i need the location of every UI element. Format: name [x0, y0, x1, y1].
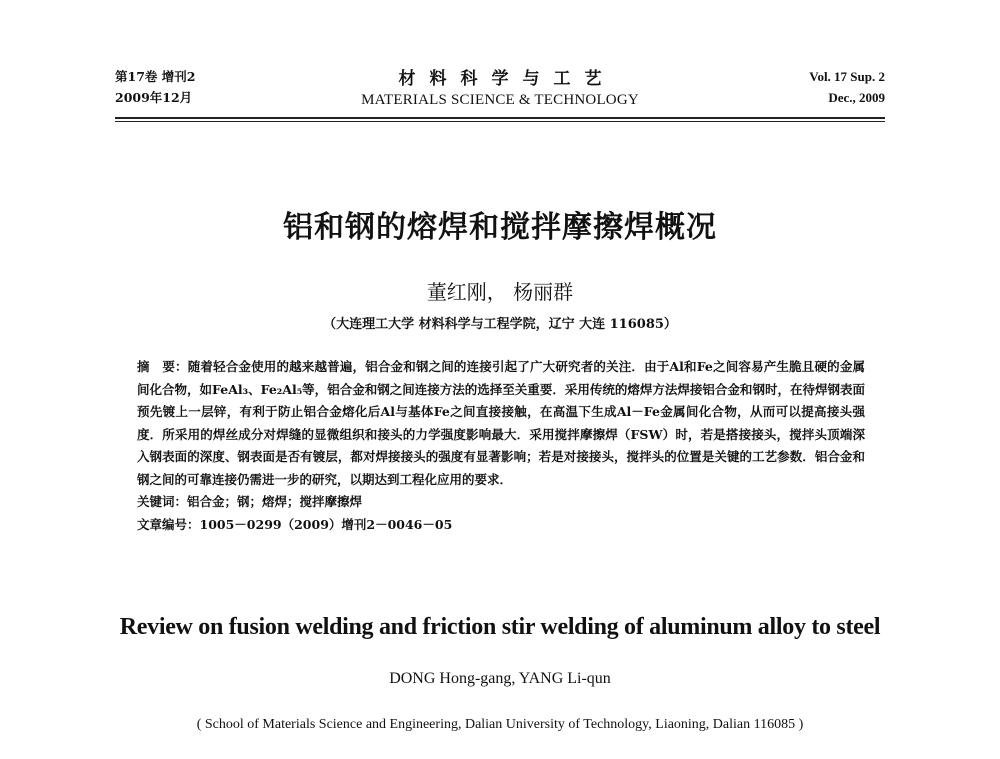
- header-volume-en: Vol. 17 Sup. 2: [809, 69, 885, 84]
- keywords-label: 关键词：: [137, 494, 188, 509]
- header-date-cn: 2009年12月: [115, 90, 193, 105]
- abstract-block: [137, 356, 865, 536]
- header-rule-thick: [115, 117, 885, 119]
- affiliation-en: ( School of Materials Science and Engineering, Dalian University of Technology, Liaoning, Dalian 116085 ): [196, 717, 804, 732]
- keywords-text: 铝合金；钢；熔焊；搅拌摩擦焊: [187, 494, 363, 509]
- paper-title-cn: 铝和钢的熔焊和搅拌摩擦焊概况: [283, 210, 717, 245]
- article-number-line: [137, 514, 865, 537]
- header-volume-cn: 第17卷 增刊2: [115, 69, 196, 84]
- paper-title-en: Review on fusion welding and friction stir welding of aluminum alloy to steel: [119, 614, 881, 640]
- abstract-paragraph: [137, 356, 865, 491]
- header-rule-thin: [115, 121, 885, 122]
- keywords-line: [137, 491, 865, 514]
- article-number-label: 文章编号：: [137, 516, 200, 532]
- header-date-en: Dec., 2009: [828, 90, 885, 105]
- abstract-label: 摘 要：: [137, 359, 188, 374]
- journal-name-en: MATERIALS SCIENCE & TECHNOLOGY: [361, 92, 639, 108]
- authors-cn: 董红刚， 杨丽群: [426, 280, 574, 304]
- header-volume-info-en: [809, 66, 885, 108]
- article-number-text: 1005－0299（2009）增刊2－0046－05: [199, 516, 453, 532]
- authors-en: DONG Hong-gang, YANG Li-qun: [389, 670, 611, 687]
- abstract-text: 随着轻合金使用的越来越普遍，铝合金和钢之间的连接引起了广大研究者的关注．由于Al和Fe之间容易产生脆且硬的金属间化合物，如FeAl₃、Fe₂Al₅等，铝合金和钢之间连接方法的选择至关重要．采用传统的熔焊方法焊接铝合金和钢时，在待焊钢表面预先镀上一层锌，有利于防止铝合金熔化后Al与基体Fe之间直接接触，在高温下生成Al－Fe金属间化合物，从而可以提高接头强度．所采用的焊丝成分对焊缝的显微组织和接头的力学强度影响最大．采用搅拌摩擦焊（FSW）时，若是搭接接头，搅拌头顶端深入钢表面的深度、钢表面是否有镀层，都对焊接接头的强度有显著影响；若是对接接头，搅拌头的位置是关键的工艺参数．铝合金和钢之间的可靠连接仍需进一步的研究，以期达到工程化应用的要求．: [137, 359, 865, 487]
- journal-name-cn: 材料科学与工艺: [398, 69, 616, 89]
- affiliation-cn: （大连理工大学 材料科学与工程学院，辽宁 大连 116085）: [323, 317, 677, 332]
